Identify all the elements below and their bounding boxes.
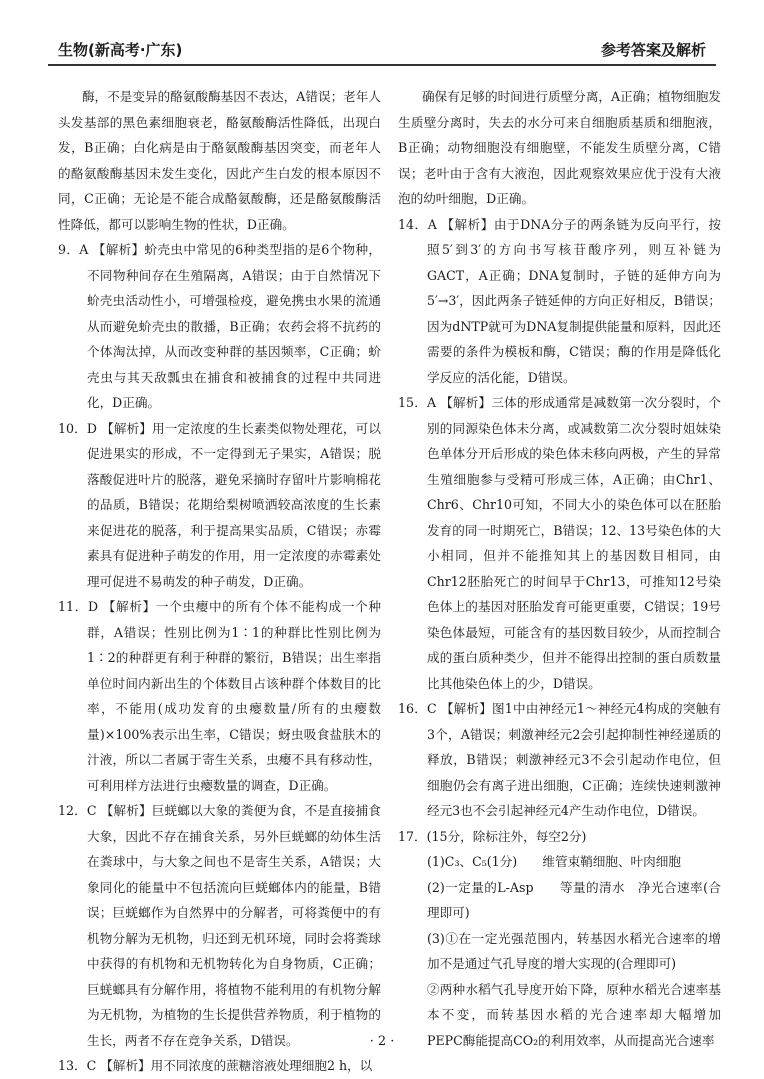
- answer-q11: 11．D 【解析】一个虫瘿中的所有个体不能构成一个种群，A错误；性别比例为1∶1的种群比性别比例为1∶2的种群更有利于种群的繁衍，B错误；出生率指单位时间内新出生的个体数目占该种群个体数目的比率，不能用(成功发育的虫瘿数量/所有的虫瘿数量)×100%表示出生率，C错误；蚜虫吸食盐肤木的汁液，所以二者属于寄生关系，虫瘿不具有移动性，可利用样方法进行虫瘿数量的调查，D正确。: [58, 599, 381, 793]
- header-subject-title: 生物(新高考·广东): [58, 41, 183, 59]
- answer-q17-part1: (1)C₃、C₅(1分) 维管束鞘细胞、叶肉细胞: [426, 854, 681, 869]
- left-column: [58, 84, 381, 1079]
- answer-q13-start: 13．C 【解析】用不同浓度的蔗糖溶液处理细胞2 h，以: [58, 1058, 373, 1073]
- answer-q9: 9．A 【解析】蚧壳虫中常见的6种类型指的是6个物种，不同物种间存在生殖隔离，A错误；由于自然情况下蚧壳虫活动性小，可增强检疫，避免携虫水果的流通从而避免蚧壳虫的散播，B正确；农药会将不抗药的个体淘汰掉，从而改变种群的基因频率，C正确；蚧壳虫与其天敌瓢虫在捕食和被捕食的过程中共同进化，D正确。: [58, 242, 381, 410]
- answer-q14: 14．A 【解析】由于DNA分子的两条链为反向平行，按照5′到3′的方向书写核苷酸序列，则互补链为GACT，A正确；DNA复制时，子链的延伸方向为5′→3′，因此两条子链延伸的方向正好相反，B错误；因为dNTP就可为DNA复制提供能量和原料，因此还需要的条件为模板和酶，C错误；酶的作用是降低化学反应的活化能，D错误。: [398, 216, 721, 385]
- paragraph-q8-continued: 酶，不是变异的酪氨酸酶基因不表达，A错误；老年人头发基部的黑色素细胞衰老，酪氨酸酶活性降低，出现白发，B正确；白化病是由于酪氨酸酶基因突变，而老年人的酪氨酸酶基因未发生变化，因此产生白发的根本原因不同，C正确；无论是不能合成酪氨酸酶，还是酪氨酸酶活性降低，都可以影响生物的性状，D正确。: [58, 89, 381, 232]
- answer-q17-part2: (2)一定量的L-Asp 等量的清水 净光合速率(合理即可): [426, 879, 721, 920]
- page-header: [48, 30, 716, 66]
- answer-q17-header: 17．(15分，除标注外，每空2分): [398, 828, 587, 844]
- page-number: · 2 ·: [369, 1034, 395, 1049]
- answer-q10: 10．D 【解析】用一定浓度的生长素类似物处理花，可以促进果实的形成，不一定得到无子果实，A错误；脱落酸促进叶片的脱落，避免采摘时存留叶片影响棉花的品质，B错误；花期给梨树喷洒较高浓度的生长素来促进花的脱落，利于提高果实品质，C错误；赤霉素具有促进种子萌发的作用，用一定浓度的赤霉素处理可促进不易萌发的种子萌发，D正确。: [58, 420, 381, 589]
- answer-q17-part3a: (3)①在一定光强范围内，转基因水稻光合速率的增加不是通过气孔导度的增大实现的(合理即可): [426, 930, 721, 971]
- paragraph-q13-continued: 确保有足够的时间进行质壁分离，A正确；植物细胞发生质壁分离时，失去的水分可来自细胞质基质和细胞液，B正确；动物细胞没有细胞壁，不能发生质壁分离，C错误；老叶由于含有大液泡，因此观察效果应优于没有大液泡的幼叶细胞，D正确。: [398, 89, 721, 206]
- answer-q12: 12．C 【解析】巨蜣螂以大象的粪便为食，不是直接捕食大象，因此不存在捕食关系，另外巨蜣螂的幼体生活在粪球中，与大象之间也不是寄生关系，A错误；大象同化的能量中不包括流向巨蜣螂体内的能量，B错误；巨蜣螂作为自然界中的分解者，可将粪便中的有机物分解为无机物，归还到无机环境，同时会将粪球中获得的有机物和无机物转化为自身物质，C正确；巨蜣螂具有分解作用，将植物不能利用的有机物分解为无机物，为植物的生长提供营养物质，利于植物的生长，两者不存在竞争关系，D错误。: [58, 803, 381, 1048]
- answer-q15: 15．A 【解析】三体的形成通常是减数第一次分裂时，个别的同源染色体未分离，或减数第二次分裂时姐妹染色单体分开后形成的染色体未移向两极，产生的异常生殖细胞参与受精可形成三体，A正确；由Chr1、Chr6、Chr10可知，不同大小的染色体可以在胚胎发育的同一时期死亡，B错误；12、13号染色体的大小相同，但并不能推知其上的基因数目相同，由Chr12胚胎死亡的时间早于Chr13，可推知12号染色体上的基因对胚胎发育可能更重要，C错误；19号染色体最短，可能含有的基因数目较少，从而控制合成的蛋白质种类少，但并不能得出控制的蛋白质数量比其他染色体上的少，D错误。: [398, 395, 721, 691]
- answer-q17-part3b: ②两种水稻气孔导度开始下降，原种水稻光合速率基本不变，而转基因水稻的光合速率却大幅增加 PEPC酶能提高CO₂的利用效率，从而提高光合速率: [426, 981, 734, 1048]
- answer-q16: 16．C 【解析】图1中由神经元1～神经元4构成的突触有3个，A错误；刺激神经元2会引起抑制性神经递质的释放，B错误；刺激神经元3不会引起动作电位，但细胞仍会有离子进出细胞，C正确；连续快速刺激神经元3也不会引起神经元4产生动作电位，D错误。: [398, 701, 721, 818]
- header-section-title: 参考答案及解析: [600, 41, 706, 59]
- right-column: [398, 84, 734, 1053]
